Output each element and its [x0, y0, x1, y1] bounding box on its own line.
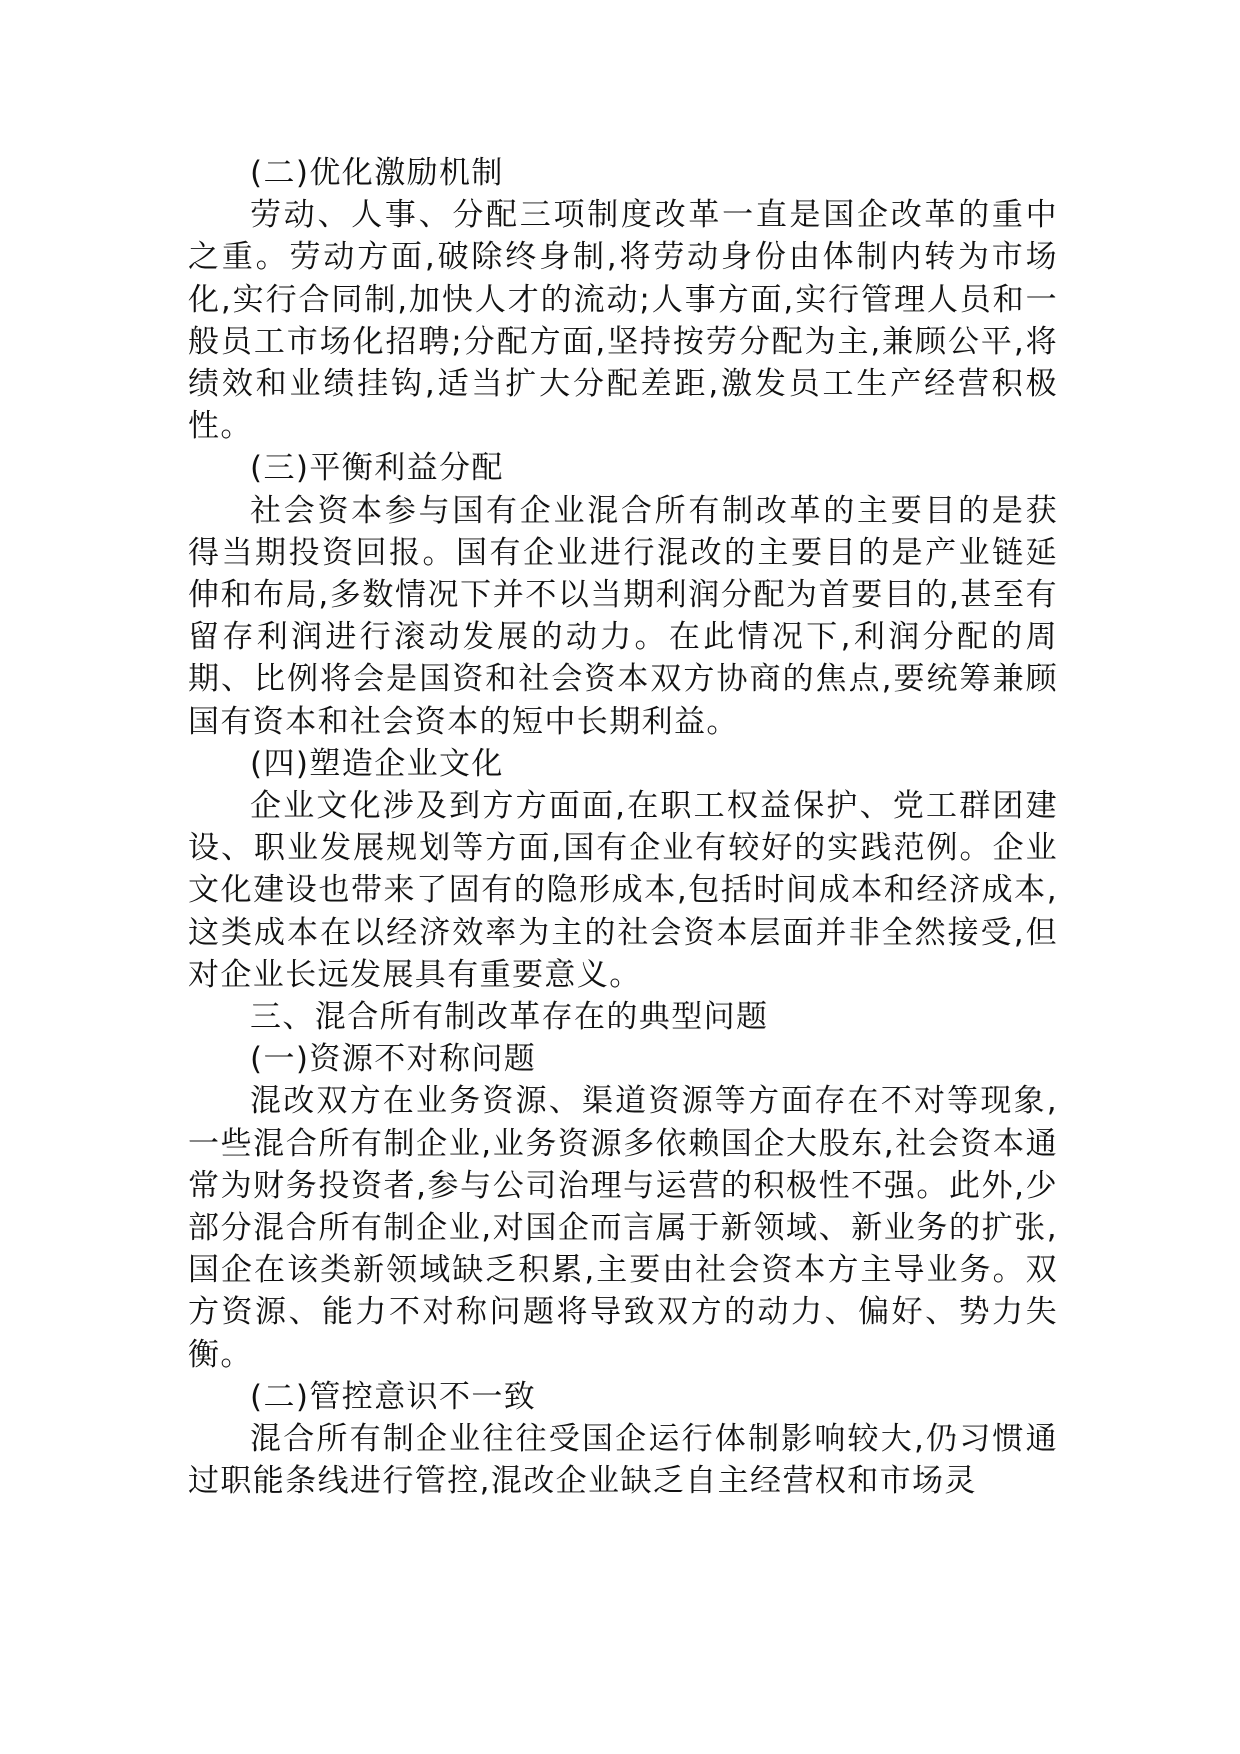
section-heading-corporate-culture: (四)塑造企业文化 — [250, 745, 504, 782]
paragraph-incentive: 劳动、人事、分配三项制度改革一直是国企改革的重中之重。劳动方面,破除终身制,将劳动身份由体制内转为市场化,实行合同制,加快人才的流动;人事方面,实行管理人员和一般员工市场化招聘;分配方面,坚持按劳分配为主,兼顾公平,将绩效和业绩挂钩,适当扩大分配差距,激发员工生产经营积极性。 — [188, 197, 1058, 445]
section-heading-control-awareness: (二)管控意识不一致 — [250, 1378, 537, 1415]
section-heading-incentive: (二)优化激励机制 — [250, 155, 504, 191]
paragraph-corporate-culture: 企业文化涉及到方方面面,在职工权益保护、党工群团建设、职业发展规划等方面,国有企业有较好的实践范例。企业文化建设也带来了固有的隐形成本,包括时间成本和经济成本,这类成本在以经济效率为主的社会资本层面并非全然接受,但对企业长远发展具有重要意义。 — [188, 788, 1058, 993]
paragraph-resource-asymmetry: 混改双方在业务资源、渠道资源等方面存在不对等现象,一些混合所有制企业,业务资源多依赖国企大股东,社会资本通常为财务投资者,参与公司治理与运营的积极性不强。此外,少部分混合所有制企业,对国企而言属于新领域、新业务的扩张,国企在该类新领域缺乏积累,主要由社会资本方主导业务。双方资源、能力不对称问题将导致双方的动力、偏好、势力失衡。 — [188, 1083, 1058, 1373]
chapter-heading-typical-problems: 三、混合所有制改革存在的典型问题 — [250, 999, 769, 1036]
document-page — [188, 152, 1058, 1503]
section-heading-resource-asymmetry: (一)资源不对称问题 — [250, 1041, 537, 1078]
paragraph-control-awareness: 混合所有制企业往往受国企运行体制影响较大,仍习惯通过职能条线进行管控,混改企业缺乏自主经营权和市场灵 — [188, 1421, 1058, 1500]
paragraph-profit-distribution: 社会资本参与国有企业混合所有制改革的主要目的是获得当期投资回报。国有企业进行混改的主要目的是产业链延伸和布局,多数情况下并不以当期利润分配为首要目的,甚至有留存利润进行滚动发展的动力。在此情况下,利润分配的周期、比例将会是国资和社会资本双方协商的焦点,要统筹兼顾国有资本和社会资本的短中长期利益。 — [188, 492, 1058, 740]
section-heading-profit-distribution: (三)平衡利益分配 — [250, 450, 504, 487]
